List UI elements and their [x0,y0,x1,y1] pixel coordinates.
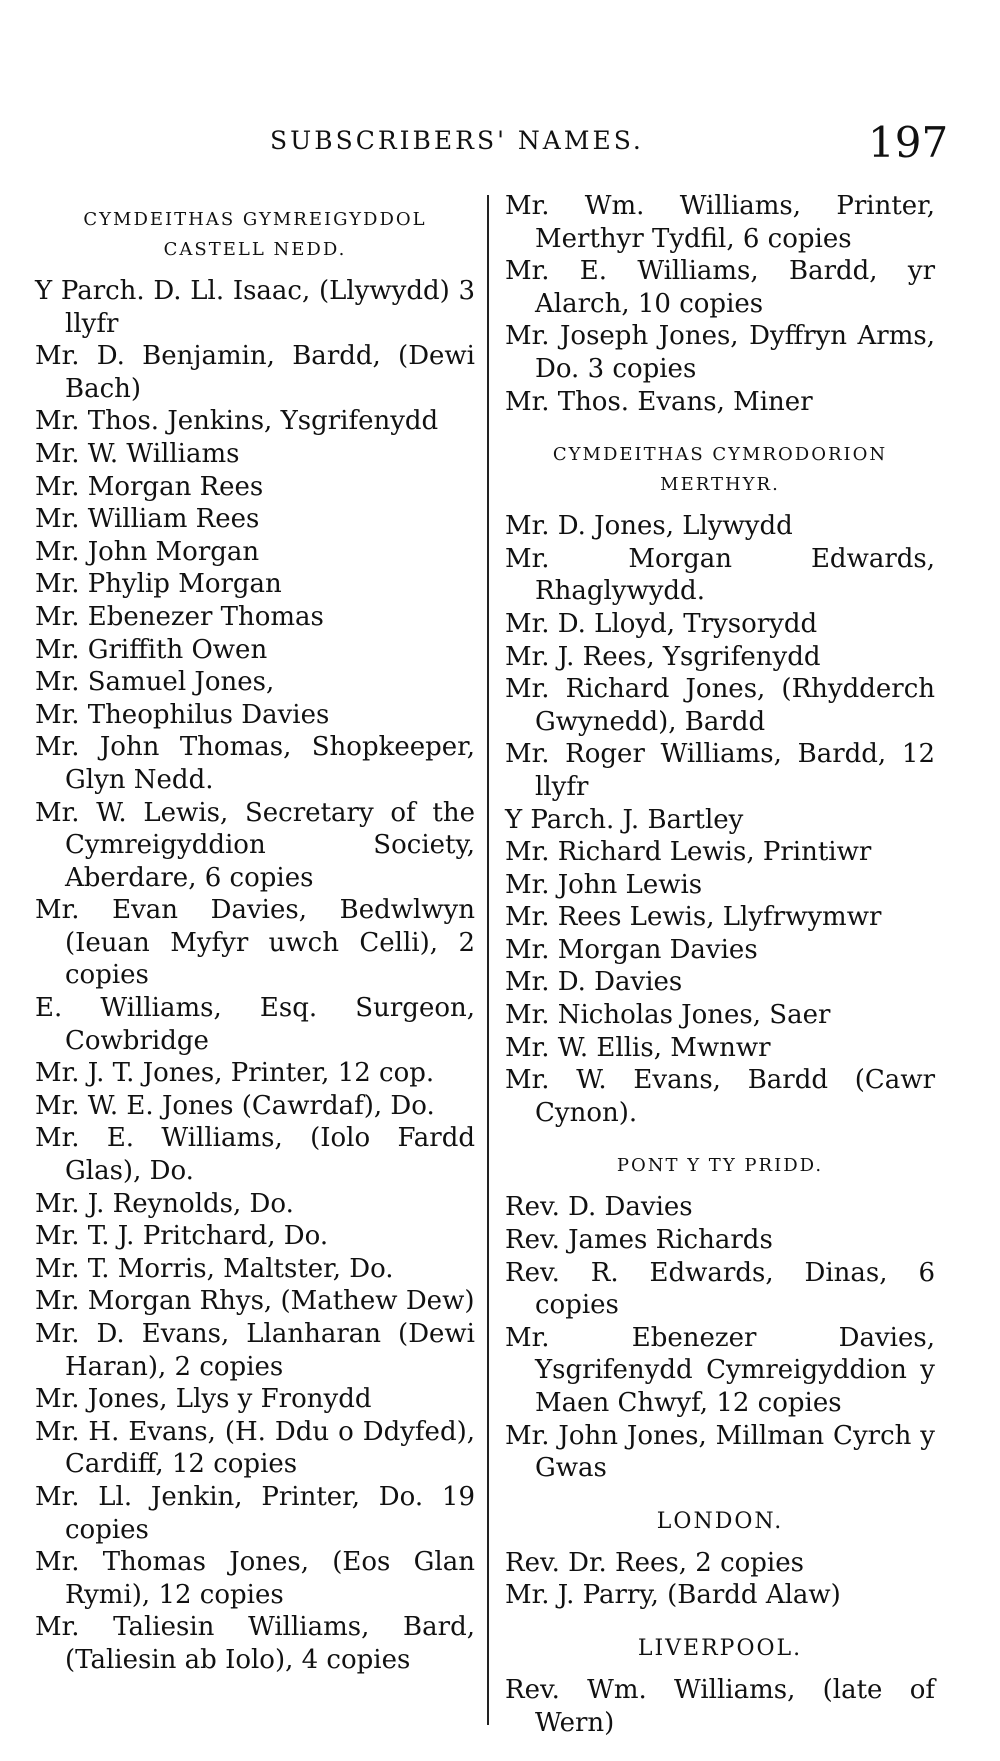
subscriber-entry: Mr. T. Morris, Maltster, Do. [35,1253,394,1284]
subscriber-entry: Mr. D. Evans, Llanharan (Dewi Haran), 2 copies [35,1319,475,1382]
subscriber-entry: Mr. J. Parry, (Bardd Alaw) [505,1580,841,1611]
subscriber-entry: E. Williams, Esq. Surgeon, Cowbridge [35,993,475,1056]
subscriber-entry: Rev. Wm. Williams, (late of Wern) [505,1674,935,1738]
subscriber-section [505,190,935,418]
subscriber-entry: Mr. T. J. Pritchard, Do. [35,1221,329,1252]
subscriber-entry: Mr. Samuel Jones, [35,667,275,698]
subscriber-entry: Mr. W. Lewis, Secretary of the Cymreigyddion Society, Aberdare, 6 copies [35,797,475,893]
subscriber-entry: Y Parch. D. Ll. Isaac, (Llywydd) 3 llyfr [35,276,475,339]
subscriber-entry: Mr. John Lewis [505,869,703,900]
subscriber-entry: Mr. Richard Jones, (Rhydderch Gwynedd), Bardd [505,674,935,737]
subscriber-entry: Mr. William Rees [35,504,260,535]
subscriber-section [505,1507,935,1612]
right-column [505,190,935,1761]
section-heading: CASTELL NEDD. [163,239,347,260]
subscriber-entry: Mr. D. Davies [505,967,683,998]
subscriber-entry: Mr. Morgan Rhys, (Mathew Dew) [35,1286,475,1317]
subscriber-entry: Y Parch. J. Bartley [505,804,744,835]
section-heading: CYMDEITHAS GYMREIGYDDOL [83,209,427,230]
subscriber-entry: Mr. W. Williams [35,438,240,469]
section-heading: LIVERPOOL. [637,1635,803,1661]
subscriber-entry: Mr. Jones, Llys y Fronydd [35,1384,372,1415]
subscriber-entry: Mr. Morgan Edwards, Rhaglywydd. [505,543,935,607]
page-header [0,118,1000,168]
subscriber-entry: Rev. Dr. Rees, 2 copies [505,1547,804,1578]
subscriber-entry: Mr. Richard Lewis, Printiwr [505,837,872,868]
subscriber-entry: Mr. Evan Davies, Bedwlwyn (Ieuan Myfyr uwch Celli), 2 copies [35,895,475,991]
section-heading: CYMDEITHAS CYMRODORION [552,444,888,466]
subscriber-entry: Mr. Nicholas Jones, Saer [505,1000,831,1031]
subscriber-entry: Mr. Rees Lewis, Llyfrwymwr [505,902,882,933]
subscriber-entry: Mr. W. Ellis, Mwnwr [505,1032,771,1063]
subscriber-entry: Mr. Griffith Owen [35,634,268,665]
column-divider [487,195,489,1725]
running-title: SUBSCRIBERS' NAMES. [270,126,644,155]
subscriber-entry: Mr. Thos. Evans, Miner [505,386,813,417]
subscriber-entry: Mr. John Jones, Millman Cyrch y Gwas [505,1420,935,1484]
subscriber-entry: Mr. E. Williams, (Iolo Fardd Glas), Do. [35,1123,475,1187]
subscriber-section [35,205,475,1677]
subscriber-entry: Mr. J. Reynolds, Do. [35,1188,294,1219]
subscriber-entry: Mr. Phylip Morgan [35,569,282,600]
subscriber-entry: Mr. H. Evans, (H. Ddu o Ddyfed), Cardiff, 12 copies [35,1416,475,1480]
subscriber-entry: Mr. D. Jones, Llywydd [505,511,793,542]
subscriber-entry: Rev. D. Davies [505,1192,693,1223]
subscriber-entry: Mr. E. Williams, Bardd, yr Alarch, 10 copies [505,256,935,319]
subscriber-entry: Mr. Morgan Davies [505,934,758,965]
subscriber-entry: Mr. Thos. Jenkins, Ysgrifenydd [35,406,439,437]
subscriber-entry: Mr. Joseph Jones, Dyffryn Arms, Do. 3 copies [505,321,935,384]
subscriber-entry: Mr. Ebenezer Davies, Ysgrifenydd Cymreigyddion y Maen Chwyf, 12 copies [505,1322,935,1418]
subscriber-entry: Mr. Ll. Jenkin, Printer, Do. 19 copies [35,1481,475,1545]
subscriber-entry: Mr. John Morgan [35,536,260,567]
subscriber-section [505,440,935,1129]
page-number: 197 [868,118,949,167]
subscriber-section [505,1634,935,1739]
subscriber-entry: Mr. D. Benjamin, Bardd, (Dewi Bach) [35,341,475,404]
subscriber-entry: Mr. J. Rees, Ysgrifenydd [505,641,821,672]
subscriber-entry: Mr. W. E. Jones (Cawrdaf), Do. [35,1090,435,1121]
section-heading: LONDON. [656,1508,784,1534]
section-heading: PONT Y TY PRIDD. [616,1155,824,1177]
subscriber-entry: Mr. Theophilus Davies [35,699,330,730]
subscriber-entry: Mr. Taliesin Williams, Bard, (Taliesin ab Iolo), 4 copies [35,1612,475,1675]
left-column [35,205,475,1687]
subscriber-entry: Rev. R. Edwards, Dinas, 6 copies [505,1257,935,1321]
subscriber-entry: Mr. Wm. Williams, Printer, Merthyr Tydfil, 6 copies [505,191,935,254]
subscriber-entry: Mr. D. Lloyd, Trysorydd [505,608,818,639]
subscriber-entry: Rev. James Richards [505,1225,773,1256]
subscriber-section [505,1151,935,1484]
subscriber-entry: Mr. John Thomas, Shopkeeper, Glyn Nedd. [35,732,475,795]
subscriber-entry: Mr. Morgan Rees [35,471,264,502]
subscriber-entry: Mr. Roger Williams, Bardd, 12 llyfr [505,739,935,802]
section-heading: MERTHYR. [660,474,780,496]
subscriber-entry: Mr. Ebenezer Thomas [35,601,324,632]
subscriber-entry: Mr. W. Evans, Bardd (Cawr Cynon). [505,1065,935,1128]
subscriber-entry: Mr. Thomas Jones, (Eos Glan Rymi), 12 copies [35,1547,475,1610]
subscriber-entry: Mr. J. T. Jones, Printer, 12 cop. [35,1058,435,1089]
